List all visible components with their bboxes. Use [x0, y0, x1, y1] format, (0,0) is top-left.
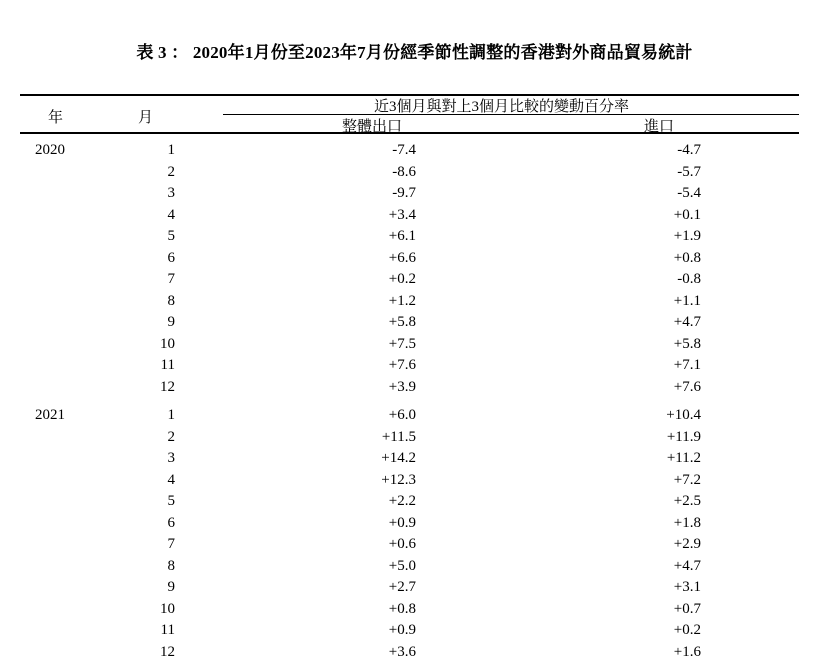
exports-cell: +2.7 [388, 579, 416, 595]
table-row [22, 312, 701, 334]
exports-cell: +2.2 [388, 493, 416, 509]
year-cell [22, 334, 155, 356]
trade-table [22, 140, 701, 663]
year-cell [22, 448, 155, 470]
imports-cell: +2.9 [673, 536, 701, 552]
month-cell: 6 [167, 249, 175, 266]
table-row [22, 577, 701, 599]
exports-cell: +5.8 [388, 314, 416, 330]
imports-cell: +3.1 [673, 579, 701, 595]
year-cell [22, 291, 155, 313]
month-cell: 7 [167, 271, 175, 287]
imports-cell: -5.4 [677, 185, 701, 201]
year-cell [22, 470, 155, 492]
year-cell [22, 642, 155, 664]
month-cell: 1 [167, 407, 175, 423]
year-cell [22, 377, 155, 399]
table-row [22, 448, 701, 470]
exports-cell: +3.6 [388, 643, 416, 660]
month-cell: 12 [160, 643, 175, 660]
table-row [22, 183, 701, 205]
table-row [22, 405, 701, 427]
imports-cell: +11.2 [666, 450, 701, 466]
year-cell [22, 620, 155, 642]
exports-cell: -8.6 [392, 163, 416, 180]
header-year: 年 [48, 110, 64, 126]
month-cell: 4 [167, 206, 175, 223]
imports-cell: +1.1 [673, 292, 701, 309]
month-cell: 9 [167, 579, 175, 595]
imports-cell: -0.8 [677, 271, 701, 287]
imports-cell: +7.2 [673, 471, 701, 488]
imports-cell: +0.2 [673, 622, 701, 638]
year-cell [22, 205, 155, 227]
exports-cell: +7.5 [388, 335, 416, 352]
exports-cell: +1.2 [388, 292, 416, 309]
month-cell: 8 [167, 292, 175, 309]
imports-cell: +10.4 [666, 407, 701, 423]
exports-cell: +11.5 [381, 428, 416, 445]
table-row [22, 269, 701, 291]
year-cell [22, 269, 155, 291]
header-month: 月 [138, 110, 154, 126]
header-bottom-rule [20, 132, 799, 134]
year-cell [22, 312, 155, 334]
month-cell: 1 [167, 142, 175, 158]
imports-cell: +2.5 [673, 493, 701, 509]
year-cell [22, 491, 155, 513]
month-cell: 2 [167, 163, 175, 180]
month-cell: 10 [160, 600, 175, 617]
year-cell [22, 577, 155, 599]
year-cell: 2020 [35, 142, 65, 158]
imports-cell: +0.7 [673, 600, 701, 617]
year-cell [22, 226, 155, 248]
table-row [22, 334, 701, 356]
month-cell: 10 [160, 335, 175, 352]
table-row [22, 226, 701, 248]
year-cell [22, 355, 155, 377]
table-title: 表 3 ： 2020年1月份至2023年7月份經季節性調整的香港對外商品貿易統計 [136, 43, 693, 62]
imports-cell: +7.1 [673, 357, 701, 373]
month-cell: 2 [167, 428, 175, 445]
year-gap [22, 398, 701, 405]
month-cell: 4 [167, 471, 175, 488]
imports-cell: +0.8 [673, 249, 701, 266]
month-cell: 5 [167, 228, 175, 244]
exports-cell: +3.9 [388, 378, 416, 395]
imports-cell: +1.9 [673, 228, 701, 244]
month-cell: 3 [167, 450, 175, 466]
year-cell [22, 162, 155, 184]
exports-cell: +0.6 [388, 536, 416, 552]
imports-cell: +4.7 [673, 314, 701, 330]
table-row [22, 291, 701, 313]
exports-cell: +0.9 [388, 514, 416, 531]
table-row [22, 377, 701, 399]
exports-cell: +6.0 [388, 407, 416, 423]
imports-cell: -5.7 [677, 163, 701, 180]
exports-cell: -9.7 [392, 185, 416, 201]
exports-cell: +14.2 [381, 450, 416, 466]
table-row [22, 162, 701, 184]
imports-cell: +4.7 [673, 557, 701, 574]
table-row [22, 599, 701, 621]
year-cell [22, 248, 155, 270]
exports-cell: +6.1 [388, 228, 416, 244]
imports-cell: +11.9 [666, 428, 701, 445]
month-cell: 11 [160, 357, 175, 373]
table-row [22, 205, 701, 227]
month-cell: 9 [167, 314, 175, 330]
year-cell [22, 513, 155, 535]
exports-cell: +6.6 [388, 249, 416, 266]
exports-cell: +0.8 [388, 600, 416, 617]
exports-cell: +0.2 [388, 271, 416, 287]
year-cell [22, 556, 155, 578]
table-row [22, 248, 701, 270]
header-imports: 進口 [644, 119, 675, 135]
exports-cell: -7.4 [392, 142, 416, 158]
exports-cell: +7.6 [388, 357, 416, 373]
imports-cell: +0.1 [673, 206, 701, 223]
imports-cell: +1.6 [673, 643, 701, 660]
exports-cell: +3.4 [388, 206, 416, 223]
month-cell: 12 [160, 378, 175, 395]
table-row [22, 534, 701, 556]
year-cell: 2021 [35, 407, 65, 423]
month-cell: 6 [167, 514, 175, 531]
table-row [22, 556, 701, 578]
imports-cell: +5.8 [673, 335, 701, 352]
header-exports: 整體出口 [342, 119, 403, 135]
year-cell [22, 427, 155, 449]
imports-cell: +1.8 [673, 514, 701, 531]
table-row [22, 470, 701, 492]
header-group: 近3個月與對上3個月比較的變動百分率 [374, 99, 630, 115]
month-cell: 5 [167, 493, 175, 509]
year-cell [22, 534, 155, 556]
exports-cell: +0.9 [388, 622, 416, 638]
month-cell: 7 [167, 536, 175, 552]
exports-cell: +12.3 [381, 471, 416, 488]
year-cell [22, 183, 155, 205]
month-cell: 3 [167, 185, 175, 201]
month-cell: 11 [160, 622, 175, 638]
table-row [22, 513, 701, 535]
table-row [22, 491, 701, 513]
table-row [22, 620, 701, 642]
trade-table-body [22, 140, 701, 663]
table-row [22, 355, 701, 377]
imports-cell: +7.6 [673, 378, 701, 395]
year-cell [22, 599, 155, 621]
table-row [22, 140, 701, 162]
table-row [22, 642, 701, 664]
table-row [22, 427, 701, 449]
month-cell: 8 [167, 557, 175, 574]
exports-cell: +5.0 [388, 557, 416, 574]
imports-cell: -4.7 [677, 142, 701, 158]
